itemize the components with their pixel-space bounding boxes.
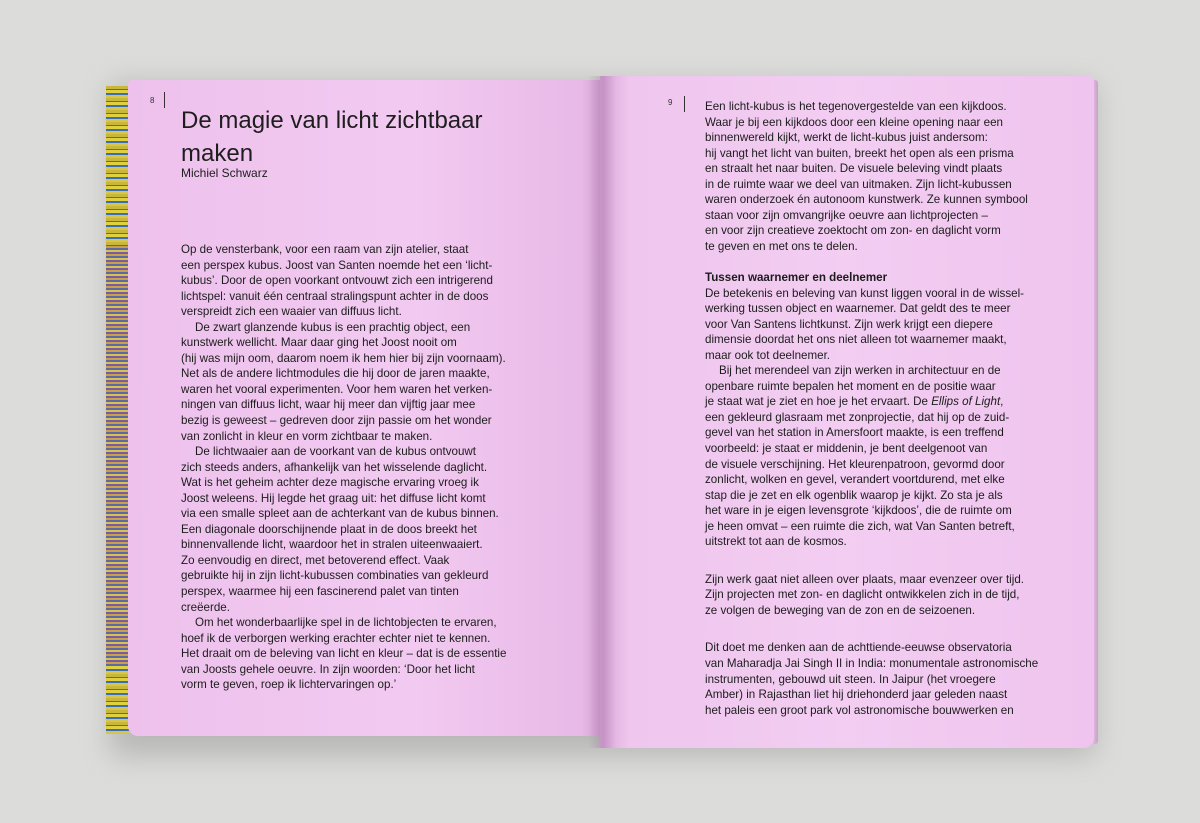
text-line: een gekleurd glasraam met zonprojectie, dat hij op de zuid-: [705, 410, 1010, 424]
text-line: perspex, waarmee hij een fascinerend palet van tinten: [181, 585, 459, 599]
text-line: dimensie doordat het ons niet alleen tot waarnemer maakt,: [705, 333, 1007, 347]
text-line: Joost weleens. Hij legde het graag uit: het diffuse licht komt: [181, 491, 486, 505]
text-line: ningen van diffuus licht, waar hij meer dan vijftig jaar mee: [181, 398, 476, 412]
text-line: Net als de andere lichtmodules die hij door de jaren maakte,: [181, 367, 490, 381]
right-intro-paragraph: [705, 99, 1085, 254]
text-line: van Maharadja Jai Singh II in India: monumentale astronomische: [705, 657, 1039, 670]
left-body-text: [181, 242, 581, 693]
text-line: staan voor zijn omvangrijke oeuvre aan lichtprojecten –: [705, 208, 988, 222]
text-line: De lichtwaaier aan de voorkant van de kubus ontvouwt: [195, 445, 476, 459]
text-line: stap die je zet en elk ogenblik waarop je kijkt. Zo sta je als: [705, 488, 1003, 502]
text-line: vorm te geven, roep ik lichtervaringen op.’: [181, 678, 397, 692]
text-line: instrumenten, gebouwd uit steen. In Jaipur (het vroegere: [705, 672, 996, 686]
text-line: zonlicht, wolken en gevel, verandert voortdurend, met elke: [705, 473, 1005, 487]
left-paragraph-3: [181, 444, 581, 615]
text-line: De zwart glanzende kubus is een prachtig object, een: [195, 320, 471, 334]
text-line: gebruikte hij in zijn licht-kubussen combinaties van gekleurd: [181, 569, 489, 583]
text-line: het ware in je eigen levensgrote ‘kijkdoos’, die de ruimte om: [705, 504, 1012, 518]
article-title: De magie van licht zichtbaar maken: [181, 107, 483, 168]
text-line: De betekenis en beleving van kunst liggen vooral in de wissel-: [705, 286, 1025, 300]
text-line: en straalt het naar buiten. De visuele beleving vindt plaats: [705, 162, 1003, 176]
text-line: openbare ruimte bepalen het moment en de positie waar: [705, 379, 996, 393]
book-edge-pattern: [106, 86, 130, 734]
text-line: Het draait om de beleving van licht en kleur – dat is de essentie: [181, 647, 507, 661]
right-page-number: 9: [668, 98, 673, 107]
text-line: binnenvallende licht, waardoor het in stralen uiteenwaaiert.: [181, 538, 483, 552]
text-line: creëerde.: [181, 600, 230, 614]
book-edge-pattern-inner: [106, 246, 130, 666]
text-line: Een licht-kubus is het tegenovergestelde van een kijkdoos.: [705, 100, 1007, 113]
text-line: Amber) in Rajasthan liet hij driehonderd jaar geleden naast: [705, 688, 1008, 702]
text-line: Zo eenvoudig en direct, met betoverend effect. Vaak: [181, 553, 450, 567]
paragraph-gap: [705, 254, 1085, 270]
text-line: Wat is het geheim achter deze magische ervaring vroeg ik: [181, 476, 479, 490]
text-line: het paleis een groot park vol astronomische bouwwerken en: [705, 703, 1014, 717]
paragraph-gap: [705, 618, 1085, 640]
text-line: zich steeds anders, afhankelijk van het wisselende daglicht.: [181, 460, 488, 474]
text-line: maar ook tot deelnemer.: [705, 348, 831, 362]
text-line: Om het wonderbaarlijke spel in de lichtobjecten te ervaren,: [195, 616, 497, 630]
text-line: voor Van Santens lichtkunst. Zijn werk krijgt een diepere: [705, 317, 993, 331]
text-fragment: ,: [1000, 395, 1004, 409]
text-line: Op de vensterbank, voor een raam van zijn atelier, staat: [181, 243, 469, 256]
right-section-2: [705, 363, 1085, 550]
text-line: Dit doet me denken aan de achttiende-eeuwse observatoria: [705, 641, 1012, 655]
right-body-text: [705, 99, 1085, 718]
text-line: via een smalle spleet aan de achterkant van de kubus binnen.: [181, 507, 499, 521]
text-line: voorbeeld: je staat er middenin, je bent deelgenoot van: [705, 441, 988, 455]
book-gutter: [588, 76, 616, 748]
text-line: werking tussen object en waarnemer. Dat geldt des te meer: [705, 302, 1011, 316]
left-paragraph-2: [181, 320, 581, 444]
right-section-1: [705, 286, 1085, 364]
left-paragraph-1: [181, 242, 581, 320]
text-line: van zonlicht in kleur en vorm zichtbaar te maken.: [181, 429, 433, 443]
text-line: lichtspel: vanuit één centraal stralingspunt achter in de doos: [181, 289, 489, 303]
text-line: binnenwereld kijkt, werkt de licht-kubus juist andersom:: [705, 131, 988, 145]
text-line: te geven en met ons te delen.: [705, 239, 858, 253]
text-line: [705, 395, 1003, 408]
artwork-title: Ellips of Light: [931, 395, 1001, 409]
text-line: en voor zijn creatieve zoektocht om zon- en daglicht vorm: [705, 224, 1001, 238]
text-fragment: je staat wat je ziet en hoe je het ervaart. De: [705, 395, 932, 409]
left-page-rule: [164, 92, 165, 108]
text-line: gevel van het station in Amersfoort maakte, is een treffend: [705, 426, 1004, 440]
text-line: de visuele verschijning. Het kleurenpatroon, gevormd door: [705, 457, 1005, 471]
left-page-number: 8: [150, 96, 155, 105]
text-line: kubus’. Door de open voorkant ontvouwt zich een intrigerend: [181, 274, 493, 288]
right-page-rule: [684, 96, 685, 112]
article-author: Michiel Schwarz: [181, 166, 268, 180]
text-line: (hij was mijn oom, daarom noem ik hem hier bij zijn voornaam).: [181, 351, 506, 365]
text-line: kunstwerk wellicht. Maar daar ging het Joost nooit om: [181, 336, 457, 350]
text-line: hoef ik de verborgen werking erachter echter niet te kennen.: [181, 631, 491, 645]
text-line: in de ruimte waar we deel van uitmaken. Zijn licht-kubussen: [705, 177, 1012, 191]
right-section-4: [705, 640, 1085, 718]
paragraph-gap: [705, 550, 1085, 572]
text-line: Waar je bij een kijkdoos door een kleine opening naar een: [705, 115, 1003, 129]
section-subheading: Tussen waarnemer en deelnemer: [705, 270, 888, 284]
text-line: waren het vooral experimenten. Voor hem waren het verken-: [181, 382, 493, 396]
text-line: ze volgen de beweging van de zon en de seizoenen.: [705, 603, 976, 617]
text-line: uitstrekt tot aan de kosmos.: [705, 535, 847, 549]
text-line: Zijn projecten met zon- en daglicht ontwikkelen zich in de tijd,: [705, 588, 1020, 602]
right-section-3: [705, 572, 1085, 619]
text-line: waren onderzoek én autonoom kunstwerk. Ze kunnen symbool: [705, 193, 1028, 207]
text-line: Bij het merendeel van zijn werken in architectuur en de: [719, 364, 1001, 378]
text-line: een perspex kubus. Joost van Santen noemde het een ‘licht-: [181, 258, 493, 272]
text-line: Zijn werk gaat niet alleen over plaats, maar evenzeer over tijd.: [705, 572, 1024, 586]
left-paragraph-4: [181, 615, 581, 693]
text-line: verspreidt zich een waaier van diffuus licht.: [181, 305, 402, 319]
text-line: hij vangt het licht van buiten, breekt het open als een prisma: [705, 146, 1014, 160]
text-line: Een diagonale doorschijnende plaat in de doos breekt het: [181, 522, 477, 536]
text-line: je heen omvat – een ruimte die zich, wat Van Santen betreft,: [705, 519, 1015, 533]
text-line: van Joosts gehele oeuvre. In zijn woorden: ‘Door het licht: [181, 662, 475, 676]
text-line: bezig is geweest – gedreven door zijn passie om het wonder: [181, 414, 492, 428]
